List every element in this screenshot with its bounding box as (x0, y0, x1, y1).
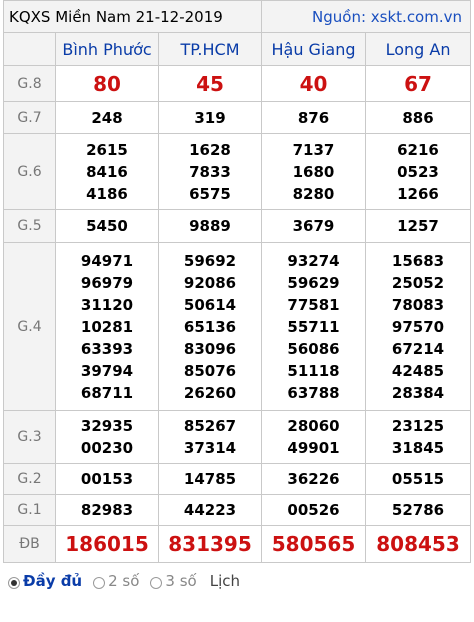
special-prize-number: 580565 (262, 526, 366, 563)
prize-number: 85267 (183, 417, 237, 435)
prize-number: 94971 (80, 251, 134, 270)
prize-number: 8280 (292, 184, 335, 203)
radio-selected-icon[interactable] (8, 577, 20, 589)
prize-number: 59692 (183, 251, 237, 270)
prize-number: 50614 (183, 295, 237, 314)
prize-row-g1 (4, 495, 471, 526)
prize-number: 15683 (391, 251, 445, 270)
prize-number: 28384 (391, 383, 445, 402)
results-panel (3, 0, 470, 563)
prize-number: 93274 (287, 251, 340, 270)
province-tphcm[interactable]: TP.HCM (159, 33, 262, 66)
prize-number: 00153 (56, 464, 159, 495)
prize-number: 55711 (287, 317, 340, 336)
option-three-digits[interactable] (150, 572, 196, 590)
prize-number: 96979 (80, 273, 134, 292)
prize-number: 6575 (189, 184, 231, 203)
prize-number: 886 (366, 102, 471, 134)
prize-number: 4186 (86, 184, 128, 203)
option-two-digits[interactable] (93, 572, 139, 590)
prize-number: 97570 (391, 317, 445, 336)
prize-number: 876 (262, 102, 366, 134)
special-prize-number: 808453 (366, 526, 471, 563)
prize-row-g8 (4, 66, 471, 102)
prize-number: 319 (159, 102, 262, 134)
prize-label: G.7 (4, 102, 56, 134)
prize-label: G.2 (4, 464, 56, 495)
prize-number: 36226 (262, 464, 366, 495)
prize-number: 40 (262, 66, 366, 102)
special-prize-number: 186015 (56, 526, 159, 563)
prize-number: 1266 (397, 184, 439, 203)
province-hau-giang[interactable]: Hậu Giang (262, 33, 366, 66)
prize-cell (366, 243, 471, 411)
radio-icon[interactable] (93, 577, 105, 589)
prize-label: G.3 (4, 411, 56, 464)
prize-number: 82983 (56, 495, 159, 526)
prize-label: ĐB (4, 526, 56, 563)
page-title: KQXS Miền Nam 21-12-2019 (4, 1, 262, 33)
prize-number: 248 (56, 102, 159, 134)
prize-cell (366, 134, 471, 210)
prize-row-g7 (4, 102, 471, 134)
prize-row-g3 (4, 411, 471, 464)
province-long-an[interactable]: Long An (366, 33, 471, 66)
prize-row-g5 (4, 210, 471, 243)
prize-number: 80 (56, 66, 159, 102)
prize-number: 3679 (262, 210, 366, 243)
prize-label: G.6 (4, 134, 56, 210)
special-prize-number: 831395 (159, 526, 262, 563)
prize-number: 00230 (80, 439, 134, 457)
option-full[interactable] (8, 572, 82, 590)
prize-cell (262, 411, 366, 464)
prize-row-g6 (4, 134, 471, 210)
prize-cell (159, 411, 262, 464)
lottery-results-table (3, 0, 471, 563)
prize-number: 1257 (366, 210, 471, 243)
prize-number: 56086 (287, 339, 340, 358)
province-binh-phuoc[interactable]: Bình Phước (56, 33, 159, 66)
prize-number: 37314 (183, 439, 237, 457)
prize-cell (56, 243, 159, 411)
prize-number: 83096 (183, 339, 237, 358)
display-options (8, 568, 470, 594)
prize-number: 7833 (189, 162, 231, 181)
prize-number: 51118 (287, 361, 340, 380)
prize-label: G.5 (4, 210, 56, 243)
prize-number: 59629 (287, 273, 340, 292)
corner-cell (4, 33, 56, 66)
prize-cell (56, 411, 159, 464)
prize-number: 32935 (80, 417, 134, 435)
prize-number: 10281 (80, 317, 134, 336)
prize-number: 31845 (391, 439, 445, 457)
radio-icon[interactable] (150, 577, 162, 589)
prize-row-g2 (4, 464, 471, 495)
prize-cell (262, 134, 366, 210)
source-link[interactable]: Nguồn: xskt.com.vn (262, 1, 471, 33)
prize-number: 25052 (391, 273, 445, 292)
option-full-label: Đầy đủ (23, 572, 83, 590)
prize-number: 67 (366, 66, 471, 102)
prize-number: 5450 (56, 210, 159, 243)
prize-number: 1680 (292, 162, 335, 181)
prize-number: 23125 (391, 417, 445, 435)
prize-number: 31120 (80, 295, 134, 314)
prize-label: G.4 (4, 243, 56, 411)
prize-row-special (4, 526, 471, 563)
prize-number: 1628 (189, 140, 231, 159)
prize-number: 63788 (287, 383, 340, 402)
prize-cell (56, 134, 159, 210)
prize-cell (159, 243, 262, 411)
prize-number: 92086 (183, 273, 237, 292)
prize-number: 00526 (262, 495, 366, 526)
calendar-link[interactable]: Lịch (209, 572, 241, 590)
prize-number: 65136 (183, 317, 237, 336)
prize-number: 42485 (391, 361, 445, 380)
prize-cell (159, 134, 262, 210)
prize-number: 26260 (183, 383, 237, 402)
prize-number: 8416 (86, 162, 128, 181)
prize-number: 2615 (86, 140, 128, 159)
prize-row-g4 (4, 243, 471, 411)
prize-number: 05515 (366, 464, 471, 495)
prize-number: 9889 (159, 210, 262, 243)
table-header-row (4, 1, 471, 33)
prize-number: 45 (159, 66, 262, 102)
prize-number: 67214 (391, 339, 445, 358)
prize-number: 14785 (159, 464, 262, 495)
prize-label: G.1 (4, 495, 56, 526)
prize-number: 28060 (287, 417, 340, 435)
prize-number: 78083 (391, 295, 445, 314)
province-row (4, 33, 471, 66)
prize-number: 68711 (80, 383, 134, 402)
prize-number: 85076 (183, 361, 237, 380)
prize-cell (366, 411, 471, 464)
prize-number: 77581 (287, 295, 340, 314)
prize-number: 7137 (292, 140, 335, 159)
prize-number: 49901 (287, 439, 340, 457)
prize-number: 0523 (397, 162, 439, 181)
prize-cell (262, 243, 366, 411)
prize-number: 63393 (80, 339, 134, 358)
prize-number: 39794 (80, 361, 134, 380)
prize-number: 44223 (159, 495, 262, 526)
prize-number: 52786 (366, 495, 471, 526)
prize-number: 6216 (397, 140, 439, 159)
option-three-label: 3 số (165, 572, 197, 590)
prize-label: G.8 (4, 66, 56, 102)
option-two-label: 2 số (108, 572, 140, 590)
